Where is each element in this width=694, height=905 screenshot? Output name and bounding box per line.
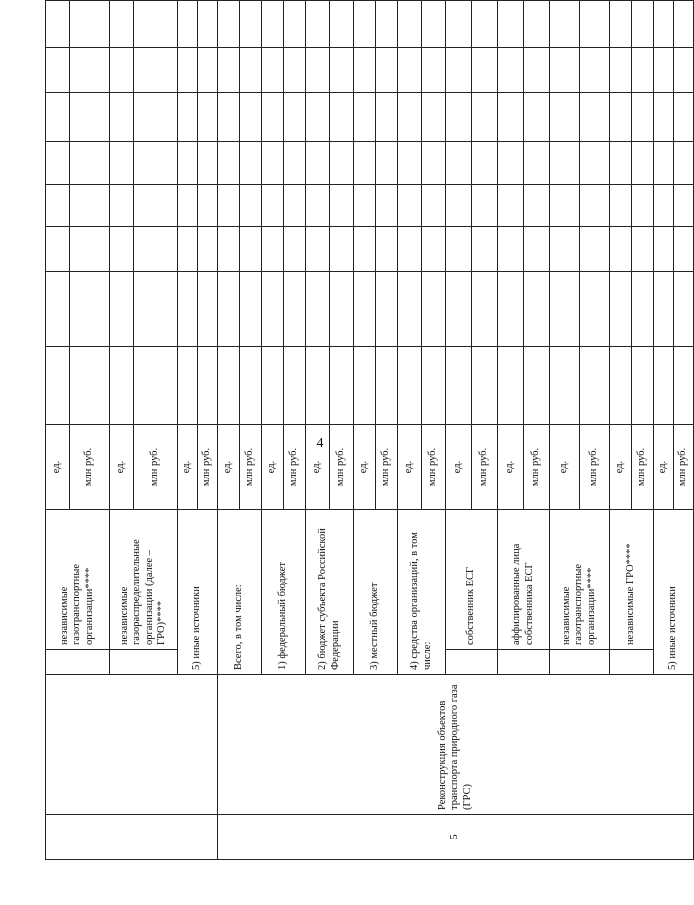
value-cell (524, 347, 550, 425)
value-cell (134, 347, 178, 425)
unit-cell: млн руб. (240, 425, 262, 510)
unit-cell: ед. (46, 425, 70, 510)
value-cell (580, 347, 610, 425)
value-cell (354, 0, 376, 1)
value-cell (654, 227, 674, 272)
value-cell (330, 0, 354, 1)
value-cell (284, 93, 306, 142)
value-cell (262, 48, 284, 93)
value-cell (446, 227, 472, 272)
value-cell (472, 0, 498, 1)
value-cell (632, 93, 654, 142)
value-cell (198, 272, 218, 347)
value-cell (398, 93, 422, 142)
value-cell (610, 1, 632, 48)
value-cell (376, 185, 398, 227)
value-cell (632, 142, 654, 185)
row-label: 3) местный бюджет (354, 510, 398, 675)
unit-cell: ед. (398, 425, 422, 510)
value-cell (580, 185, 610, 227)
value-cell (550, 0, 580, 1)
value-cell (472, 185, 498, 227)
value-cell (218, 142, 240, 185)
value-cell (498, 0, 524, 1)
value-cell (472, 272, 498, 347)
value-cell (134, 93, 178, 142)
value-cell (674, 0, 694, 1)
value-cell (580, 93, 610, 142)
value-cell (610, 0, 632, 1)
unit-cell: ед. (550, 425, 580, 510)
value-cell (422, 0, 446, 1)
value-cell (610, 48, 632, 93)
value-cell (398, 272, 422, 347)
row-label: 4) средства организаций, в том числе: (398, 510, 446, 675)
value-cell (580, 272, 610, 347)
value-cell (524, 48, 550, 93)
row-label: независимые газораспределительные организации (далее – ГРО)**** (110, 510, 178, 650)
value-cell (354, 272, 376, 347)
value-cell (498, 1, 524, 48)
value-cell (218, 48, 240, 93)
value-cell (46, 227, 70, 272)
value-cell (674, 48, 694, 93)
value-cell (284, 1, 306, 48)
row-label: собственник ЕСГ (446, 510, 498, 650)
value-cell (580, 227, 610, 272)
unit-cell: млн руб. (376, 425, 398, 510)
value-cell (472, 93, 498, 142)
unit-cell: ед. (262, 425, 284, 510)
value-cell (580, 48, 610, 93)
value-cell (218, 93, 240, 142)
unit-cell: ед. (110, 425, 134, 510)
value-cell (70, 185, 110, 227)
row-label: независимые ГРО**** (610, 510, 654, 650)
value-cell (524, 0, 550, 1)
value-cell (198, 227, 218, 272)
value-cell (178, 1, 198, 48)
row-label: 5) иные источники (654, 510, 694, 675)
value-cell (398, 227, 422, 272)
table-row (218, 0, 240, 860)
value-cell (422, 272, 446, 347)
value-cell (398, 185, 422, 227)
value-cell (262, 93, 284, 142)
value-cell (240, 227, 262, 272)
row-label: 5) иные источники (178, 510, 218, 675)
value-cell (110, 0, 134, 1)
value-cell (330, 185, 354, 227)
value-cell (240, 272, 262, 347)
value-cell (498, 93, 524, 142)
unit-cell: млн руб. (70, 425, 110, 510)
value-cell (674, 185, 694, 227)
value-cell (632, 48, 654, 93)
value-cell (110, 48, 134, 93)
value-cell (398, 347, 422, 425)
value-cell (284, 227, 306, 272)
value-cell (46, 1, 70, 48)
value-cell (632, 347, 654, 425)
value-cell (306, 272, 330, 347)
value-cell (110, 93, 134, 142)
rotated-table-container (45, 20, 689, 860)
value-cell (422, 93, 446, 142)
value-cell (632, 0, 654, 1)
value-cell (446, 0, 472, 1)
value-cell (178, 272, 198, 347)
value-cell (498, 142, 524, 185)
value-cell (472, 48, 498, 93)
value-cell (330, 48, 354, 93)
value-cell (46, 185, 70, 227)
value-cell (376, 142, 398, 185)
value-cell (376, 1, 398, 48)
value-cell (472, 142, 498, 185)
indent-spacer (498, 650, 550, 675)
value-cell (46, 347, 70, 425)
section-title: Реконструкция объектов транспорта природного газа (ГРС) (218, 675, 694, 815)
value-cell (262, 185, 284, 227)
section-number: 5 (218, 815, 694, 860)
value-cell (498, 347, 524, 425)
indent-spacer (550, 650, 610, 675)
unit-cell: ед. (446, 425, 472, 510)
value-cell (498, 185, 524, 227)
value-cell (284, 185, 306, 227)
unit-cell: млн руб. (580, 425, 610, 510)
row-label: 2) бюджет субъекта Российской Федерации (306, 510, 354, 675)
value-cell (134, 1, 178, 48)
value-cell (306, 185, 330, 227)
value-cell (354, 347, 376, 425)
value-cell (632, 272, 654, 347)
value-cell (654, 0, 674, 1)
value-cell (446, 1, 472, 48)
value-cell (178, 185, 198, 227)
unit-cell: млн руб. (524, 425, 550, 510)
value-cell (422, 227, 446, 272)
value-cell (306, 142, 330, 185)
value-cell (354, 93, 376, 142)
value-cell (580, 0, 610, 1)
value-cell (178, 93, 198, 142)
value-cell (262, 142, 284, 185)
value-cell (178, 0, 198, 1)
value-cell (330, 142, 354, 185)
value-cell (422, 142, 446, 185)
value-cell (198, 185, 218, 227)
value-cell (46, 272, 70, 347)
value-cell (524, 227, 550, 272)
value-cell (446, 93, 472, 142)
value-cell (524, 185, 550, 227)
value-cell (240, 347, 262, 425)
value-cell (262, 272, 284, 347)
value-cell (306, 0, 330, 1)
indent-spacer (46, 650, 110, 675)
value-cell (654, 272, 674, 347)
value-cell (354, 227, 376, 272)
value-cell (422, 347, 446, 425)
value-cell (524, 272, 550, 347)
unit-cell: ед. (498, 425, 524, 510)
unit-cell: млн руб. (632, 425, 654, 510)
value-cell (376, 272, 398, 347)
value-cell (654, 93, 674, 142)
value-cell (70, 347, 110, 425)
value-cell (110, 272, 134, 347)
value-cell (218, 347, 240, 425)
value-cell (376, 227, 398, 272)
value-cell (550, 347, 580, 425)
value-cell (46, 93, 70, 142)
value-cell (398, 1, 422, 48)
value-cell (674, 272, 694, 347)
row-label: независимые газотранспортные организации**** (46, 510, 110, 650)
value-cell (632, 185, 654, 227)
value-cell (472, 1, 498, 48)
value-cell (472, 227, 498, 272)
unit-cell: млн руб. (134, 425, 178, 510)
value-cell (674, 1, 694, 48)
value-cell (376, 93, 398, 142)
unit-cell: ед. (610, 425, 632, 510)
value-cell (654, 347, 674, 425)
value-cell (218, 185, 240, 227)
unit-cell: ед. (354, 425, 376, 510)
value-cell (284, 272, 306, 347)
value-cell (550, 93, 580, 142)
value-cell (354, 1, 376, 48)
value-cell (446, 48, 472, 93)
row-label: 1) федеральный бюджет (262, 510, 306, 675)
value-cell (610, 185, 632, 227)
value-cell (446, 347, 472, 425)
value-cell (178, 48, 198, 93)
value-cell (376, 48, 398, 93)
value-cell (70, 272, 110, 347)
value-cell (398, 48, 422, 93)
value-cell (498, 227, 524, 272)
value-cell (398, 142, 422, 185)
value-cell (632, 227, 654, 272)
value-cell (134, 185, 178, 227)
table-row (46, 0, 70, 860)
row-label: Всего, в том числе: (218, 510, 262, 675)
value-cell (550, 1, 580, 48)
value-cell (198, 347, 218, 425)
value-cell (580, 142, 610, 185)
value-cell (422, 185, 446, 227)
value-cell (422, 48, 446, 93)
value-cell (218, 1, 240, 48)
value-cell (446, 185, 472, 227)
value-cell (198, 142, 218, 185)
value-cell (178, 227, 198, 272)
value-cell (70, 0, 110, 1)
value-cell (472, 347, 498, 425)
value-cell (524, 142, 550, 185)
value-cell (674, 347, 694, 425)
value-cell (70, 1, 110, 48)
value-cell (354, 48, 376, 93)
value-cell (654, 1, 674, 48)
value-cell (654, 185, 674, 227)
value-cell (198, 93, 218, 142)
value-cell (134, 0, 178, 1)
value-cell (178, 347, 198, 425)
unit-cell: ед. (306, 425, 330, 510)
unit-cell: ед. (218, 425, 240, 510)
row-label: независимые газотранспортные организации**** (550, 510, 610, 650)
value-cell (610, 142, 632, 185)
value-cell (376, 0, 398, 1)
value-cell (446, 142, 472, 185)
value-cell (580, 1, 610, 48)
value-cell (218, 227, 240, 272)
value-cell (550, 272, 580, 347)
value-cell (46, 0, 70, 1)
value-cell (70, 142, 110, 185)
value-cell (262, 227, 284, 272)
value-cell (240, 93, 262, 142)
value-cell (46, 48, 70, 93)
value-cell (284, 142, 306, 185)
value-cell (330, 347, 354, 425)
indent-spacer (110, 650, 178, 675)
value-cell (178, 142, 198, 185)
value-cell (674, 227, 694, 272)
value-cell (330, 93, 354, 142)
data-table (45, 0, 694, 860)
page-number: 4 (316, 436, 324, 451)
value-cell (70, 227, 110, 272)
unit-cell: млн руб. (198, 425, 218, 510)
value-cell (498, 272, 524, 347)
prev-section-title-cell (46, 675, 218, 815)
value-cell (550, 185, 580, 227)
value-cell (422, 1, 446, 48)
value-cell (110, 142, 134, 185)
value-cell (218, 0, 240, 1)
value-cell (240, 142, 262, 185)
value-cell (632, 1, 654, 48)
value-cell (610, 93, 632, 142)
indent-spacer (610, 650, 654, 675)
value-cell (240, 185, 262, 227)
value-cell (610, 347, 632, 425)
value-cell (70, 48, 110, 93)
value-cell (354, 142, 376, 185)
value-cell (674, 93, 694, 142)
value-cell (134, 227, 178, 272)
value-cell (306, 227, 330, 272)
value-cell (198, 1, 218, 48)
value-cell (262, 0, 284, 1)
value-cell (134, 48, 178, 93)
value-cell (240, 0, 262, 1)
value-cell (284, 48, 306, 93)
value-cell (610, 272, 632, 347)
value-cell (134, 272, 178, 347)
value-cell (306, 48, 330, 93)
prev-section-number-cell (46, 815, 218, 860)
value-cell (330, 1, 354, 48)
value-cell (262, 1, 284, 48)
value-cell (654, 48, 674, 93)
row-label: аффилированные лица собственника ЕСГ (498, 510, 550, 650)
value-cell (110, 185, 134, 227)
value-cell (306, 1, 330, 48)
unit-cell: ед. (654, 425, 674, 510)
unit-cell: млн руб. (284, 425, 306, 510)
value-cell (330, 227, 354, 272)
value-cell (550, 227, 580, 272)
indent-spacer (446, 650, 498, 675)
value-cell (198, 48, 218, 93)
value-cell (498, 48, 524, 93)
value-cell (240, 48, 262, 93)
unit-cell: млн руб. (330, 425, 354, 510)
value-cell (110, 347, 134, 425)
value-cell (262, 347, 284, 425)
unit-cell: млн руб. (422, 425, 446, 510)
value-cell (46, 142, 70, 185)
value-cell (284, 0, 306, 1)
value-cell (398, 0, 422, 1)
value-cell (306, 93, 330, 142)
value-cell (110, 227, 134, 272)
value-cell (524, 1, 550, 48)
value-cell (134, 142, 178, 185)
value-cell (198, 0, 218, 1)
value-cell (446, 272, 472, 347)
value-cell (218, 272, 240, 347)
value-cell (524, 93, 550, 142)
value-cell (330, 272, 354, 347)
value-cell (110, 1, 134, 48)
unit-cell: млн руб. (472, 425, 498, 510)
value-cell (610, 227, 632, 272)
value-cell (354, 185, 376, 227)
value-cell (550, 48, 580, 93)
value-cell (240, 1, 262, 48)
unit-cell: млн руб. (674, 425, 694, 510)
value-cell (550, 142, 580, 185)
value-cell (376, 347, 398, 425)
value-cell (284, 347, 306, 425)
value-cell (674, 142, 694, 185)
value-cell (654, 142, 674, 185)
value-cell (306, 347, 330, 425)
value-cell (70, 93, 110, 142)
unit-cell: ед. (178, 425, 198, 510)
